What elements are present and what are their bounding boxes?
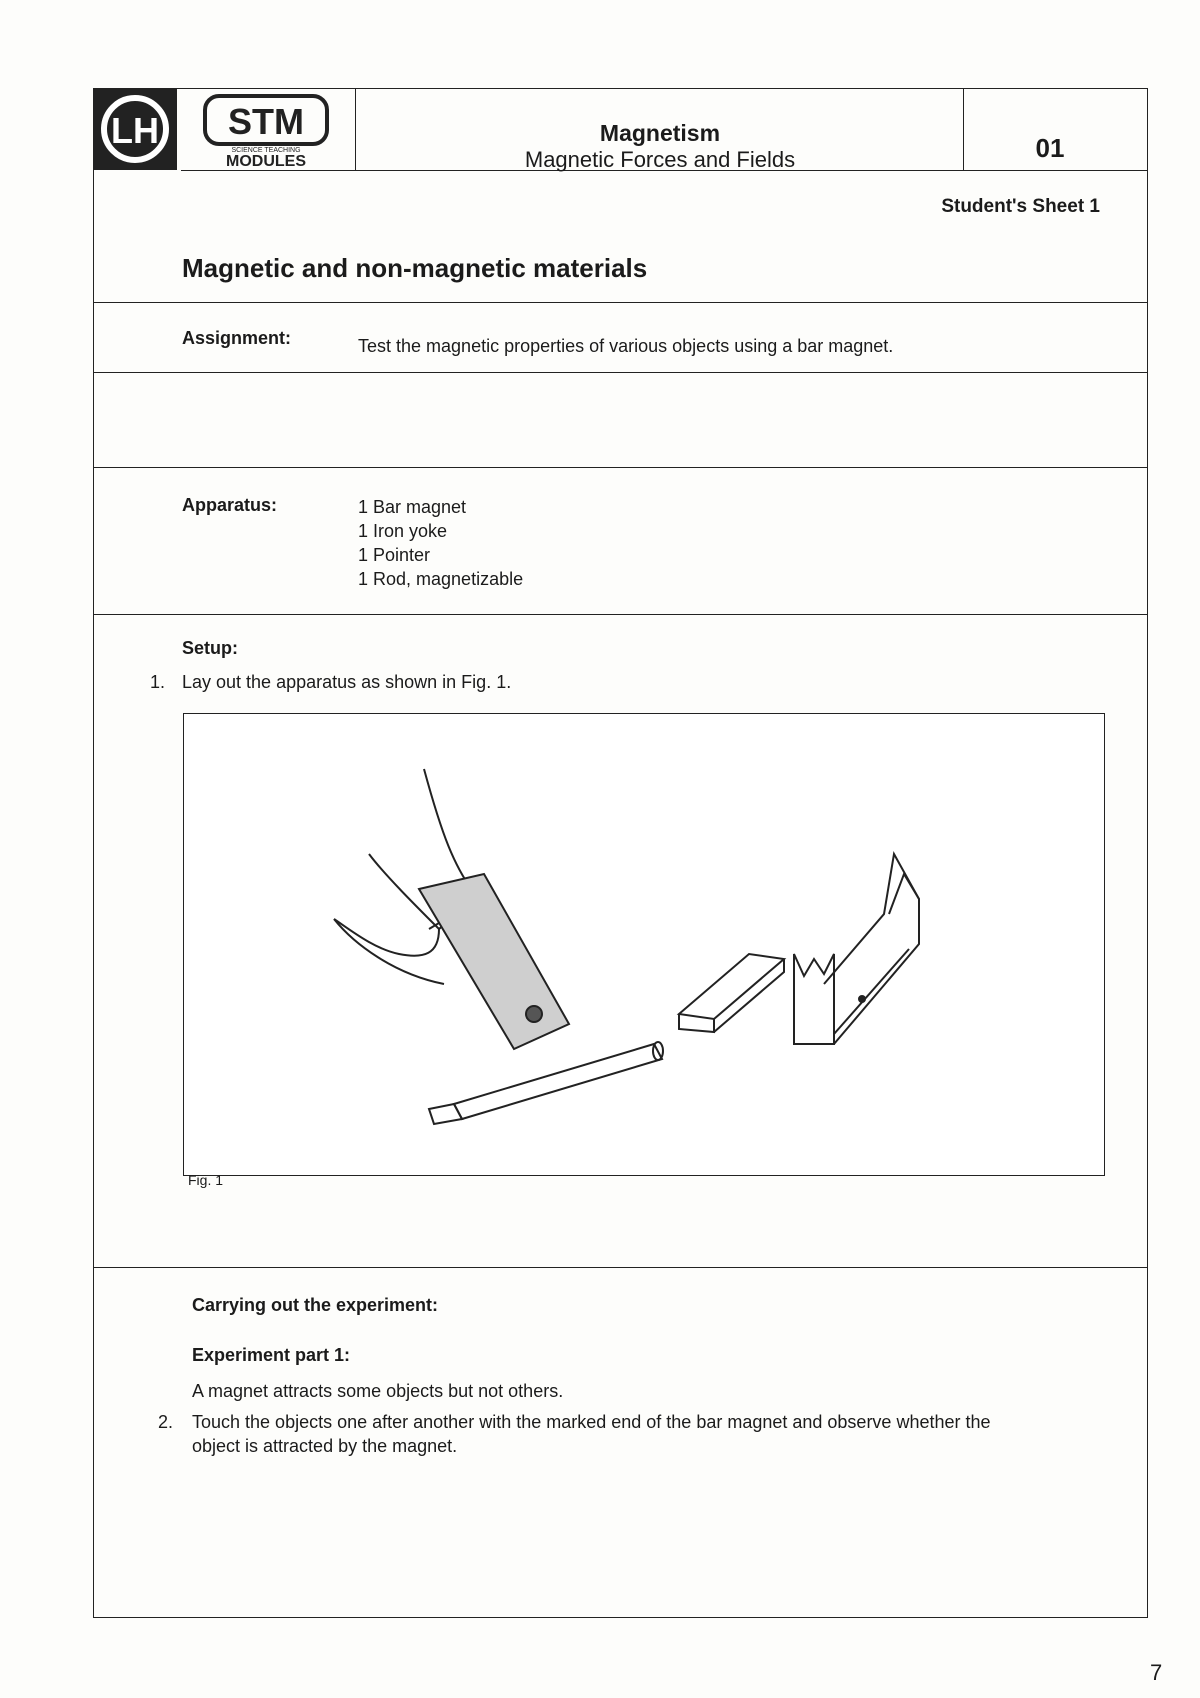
rule-setup <box>93 1267 1148 1268</box>
experiment-step-line1: Touch the objects one after another with the marked end of the bar magnet and observe whether the <box>192 1412 991 1432</box>
sheet-label: Student's Sheet 1 <box>941 196 1100 217</box>
stm-logo <box>181 88 356 170</box>
pointer <box>794 954 834 1044</box>
page-number: 7 <box>1150 1660 1163 1685</box>
apparatus-item: 1 Pointer <box>358 545 431 565</box>
carrying-out-label: Carrying out the experiment: <box>192 1295 439 1315</box>
experiment-step-number: 2. <box>158 1412 174 1432</box>
experiment-part-label: Experiment part 1: <box>192 1345 351 1365</box>
module-number: 01 <box>1035 133 1065 163</box>
module-title: Magnetism <box>599 120 721 146</box>
assignment-label: Assignment: <box>182 328 292 348</box>
figure-1 <box>183 713 1105 1176</box>
held-bar-magnet <box>419 874 569 1049</box>
rule-apparatus <box>93 614 1148 615</box>
publisher-logo <box>93 88 177 170</box>
assignment-text: Test the magnetic properties of various objects using a bar magnet. <box>358 336 894 356</box>
apparatus-label: Apparatus: <box>182 495 278 515</box>
apparatus-item: 1 Bar magnet <box>358 497 467 517</box>
stm-logo-modules: MODULES <box>226 153 306 170</box>
rule-assignment <box>93 372 1148 373</box>
experiment-step-line2: object is attracted by the magnet. <box>192 1436 458 1456</box>
figure-caption: Fig. 1 <box>188 1172 224 1188</box>
stm-logo-small: SCIENCE TEACHING <box>231 147 301 154</box>
rule-title <box>93 302 1148 303</box>
apparatus-item: 1 Rod, magnetizable <box>358 569 524 589</box>
experiment-intro: A magnet attracts some objects but not others. <box>192 1381 564 1401</box>
setup-step-text: Lay out the apparatus as shown in Fig. 1. <box>182 672 512 692</box>
magnetizable-rod <box>454 1044 662 1119</box>
setup-step-number: 1. <box>150 672 166 692</box>
apparatus-illustration <box>184 714 1104 1175</box>
stm-logo-text: STM <box>228 101 304 142</box>
setup-label: Setup: <box>182 638 238 658</box>
publisher-logo-mark: LH <box>111 110 159 151</box>
rule-blank <box>93 467 1148 468</box>
page-title: Magnetic and non-magnetic materials <box>182 253 648 283</box>
module-subtitle: Magnetic Forces and Fields <box>524 147 796 172</box>
apparatus-item: 1 Iron yoke <box>358 521 448 541</box>
apparatus-list <box>358 495 523 591</box>
